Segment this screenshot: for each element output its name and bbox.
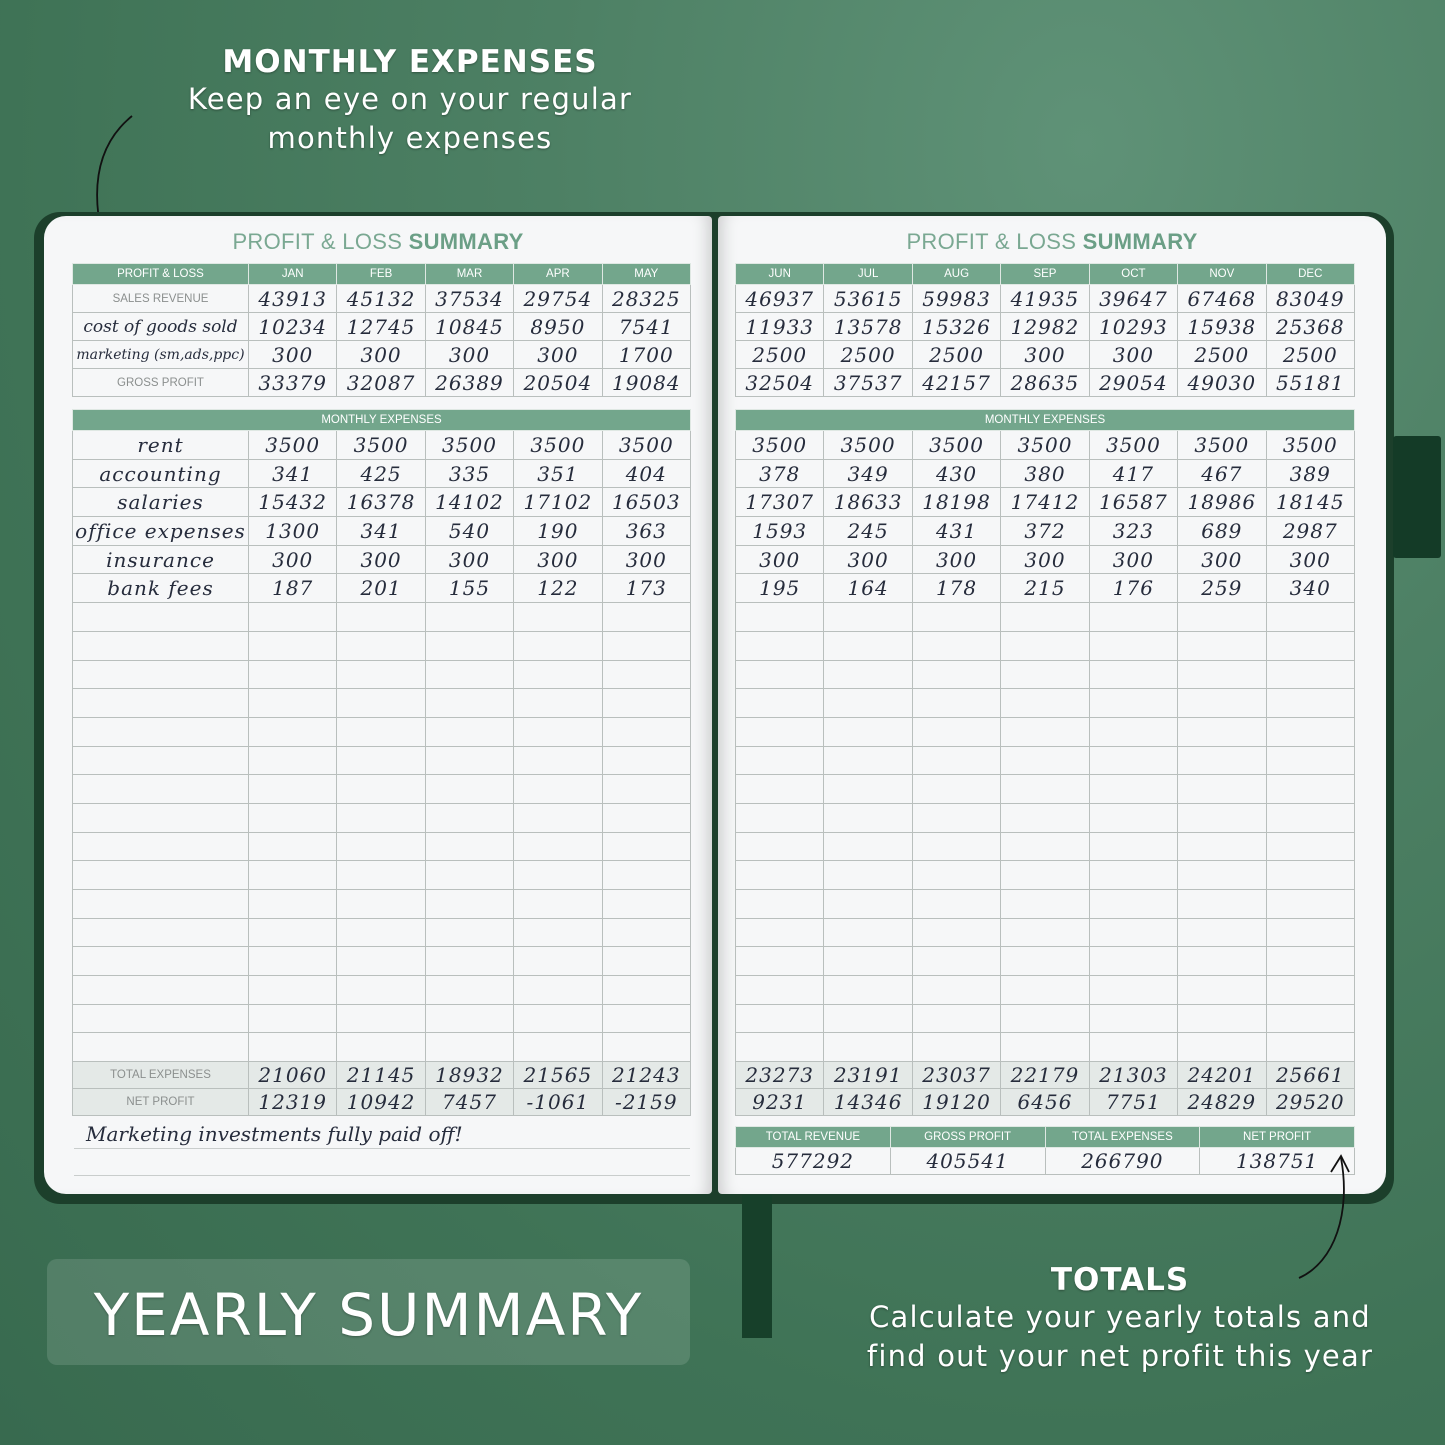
empty-row [736, 918, 1355, 947]
empty-row [736, 631, 1355, 660]
table-row: marketing (sm,ads,ppc) 300 300 300 300 1700 [73, 341, 691, 369]
empty-row [73, 803, 691, 832]
table-header-row: PROFIT & LOSS JAN FEB MAR APR MAY [73, 264, 691, 285]
empty-row [73, 861, 691, 890]
empty-row [736, 890, 1355, 919]
empty-row [73, 1004, 691, 1033]
net-profit-row: NET PROFIT 12319 10942 7457 -1061 -2159 [73, 1089, 691, 1116]
note-text: Marketing investments fully paid off! [86, 1122, 463, 1146]
table-row: salaries 15432 16378 14102 17102 16503 [73, 488, 691, 517]
empty-row [73, 1033, 691, 1062]
empty-row [73, 890, 691, 919]
callout-line-1: Keep an eye on your regular [187, 82, 633, 116]
table-row: 23273 23191 23037 22179 21303 24201 25661 [736, 1062, 1355, 1089]
empty-row [73, 976, 691, 1005]
empty-row [736, 717, 1355, 746]
pen-loop [1393, 436, 1441, 558]
ribbon-bookmark [742, 1195, 772, 1338]
empty-row [73, 689, 691, 718]
monthly-expenses-table [72, 409, 691, 1116]
empty-row [73, 631, 691, 660]
callout-line-1: Calculate your yearly totals and [869, 1300, 1371, 1334]
empty-row [73, 660, 691, 689]
table-row: 300 300 300 300 300 300 300 [736, 545, 1355, 574]
empty-row [736, 660, 1355, 689]
table-header-row: JUN JUL AUG SEP OCT NOV DEC [736, 264, 1355, 285]
notes-line[interactable] [74, 1148, 690, 1176]
page-title: PROFIT & LOSS SUMMARY [232, 229, 524, 254]
empty-row [736, 689, 1355, 718]
table-row: 11933 13578 15326 12982 10293 15938 25368 [736, 313, 1355, 341]
callout-title: TOTALS [1050, 1262, 1190, 1298]
empty-row [736, 775, 1355, 804]
empty-row [736, 1004, 1355, 1033]
table-row: accounting 341 425 335 351 404 [73, 459, 691, 488]
table-row: 3500 3500 3500 3500 3500 3500 3500 [736, 431, 1355, 460]
right-page [718, 216, 1386, 1194]
expenses-header: MONTHLY EXPENSES [73, 410, 691, 431]
table-row: 378 349 430 380 417 467 389 [736, 459, 1355, 488]
page-title: PROFIT & LOSS SUMMARY [906, 229, 1198, 254]
notes-line[interactable] [74, 1116, 690, 1149]
table-row: 9231 14346 19120 6456 7751 24829 29520 [736, 1089, 1355, 1116]
empty-row [73, 775, 691, 804]
empty-row [736, 1033, 1355, 1062]
callout-line-2: find out your net profit this year [866, 1339, 1374, 1373]
monthly-expenses-table [735, 409, 1355, 1116]
empty-row [73, 717, 691, 746]
callout-line-2: monthly expenses [267, 121, 553, 155]
table-row [736, 1148, 1355, 1175]
table-row: 32504 37537 42157 28635 29054 49030 55181 [736, 369, 1355, 397]
curved-arrow-icon [1295, 1152, 1355, 1282]
table-header-row: TOTAL REVENUE GROSS PROFIT TOTAL EXPENSES NET PROFIT [736, 1127, 1355, 1148]
table-row: insurance 300 300 300 300 300 [73, 545, 691, 574]
yearly-summary-badge [47, 1259, 690, 1365]
total-revenue-value[interactable]: 577292 [736, 1148, 891, 1175]
empty-row [736, 976, 1355, 1005]
table-row: 46937 53615 59983 41935 39647 67468 83049 [736, 285, 1355, 313]
total-expenses-value[interactable]: 266790 [1045, 1148, 1200, 1175]
empty-row [73, 746, 691, 775]
table-row: 17307 18633 18198 17412 16587 18986 18145 [736, 488, 1355, 517]
table-row: 1593 245 431 372 323 689 2987 [736, 517, 1355, 546]
monthly-expenses-callout [150, 44, 670, 158]
empty-row [73, 947, 691, 976]
callout-title: MONTHLY EXPENSES [222, 44, 598, 80]
table-row: 195 164 178 215 176 259 340 [736, 574, 1355, 603]
profit-loss-table [735, 263, 1355, 397]
expenses-header: MONTHLY EXPENSES [736, 410, 1355, 431]
empty-row [73, 832, 691, 861]
total-expenses-row: TOTAL EXPENSES 21060 21145 18932 21565 21243 [73, 1062, 691, 1089]
empty-row [736, 803, 1355, 832]
empty-row [73, 918, 691, 947]
empty-row [736, 832, 1355, 861]
gross-profit-value[interactable]: 405541 [890, 1148, 1045, 1175]
net-profit-value[interactable]: 138751 [1200, 1148, 1355, 1175]
table-row: office expenses 1300 341 540 190 363 [73, 517, 691, 546]
empty-row [736, 746, 1355, 775]
table-row: SALES REVENUE 43913 45132 37534 29754 28325 [73, 285, 691, 313]
empty-row [736, 603, 1355, 632]
table-row: bank fees 187 201 155 122 173 [73, 574, 691, 603]
empty-row [736, 861, 1355, 890]
profit-loss-table [72, 263, 691, 397]
yearly-summary-label: YEARLY SUMMARY [93, 1281, 644, 1349]
table-row: 2500 2500 2500 300 300 2500 2500 [736, 341, 1355, 369]
table-row: GROSS PROFIT 33379 32087 26389 20504 19084 [73, 369, 691, 397]
table-row: cost of goods sold 10234 12745 10845 8950 7541 [73, 313, 691, 341]
empty-row [73, 603, 691, 632]
empty-row [736, 947, 1355, 976]
left-page [44, 216, 712, 1194]
yearly-totals-table [735, 1126, 1355, 1175]
table-row: rent 3500 3500 3500 3500 3500 [73, 431, 691, 460]
